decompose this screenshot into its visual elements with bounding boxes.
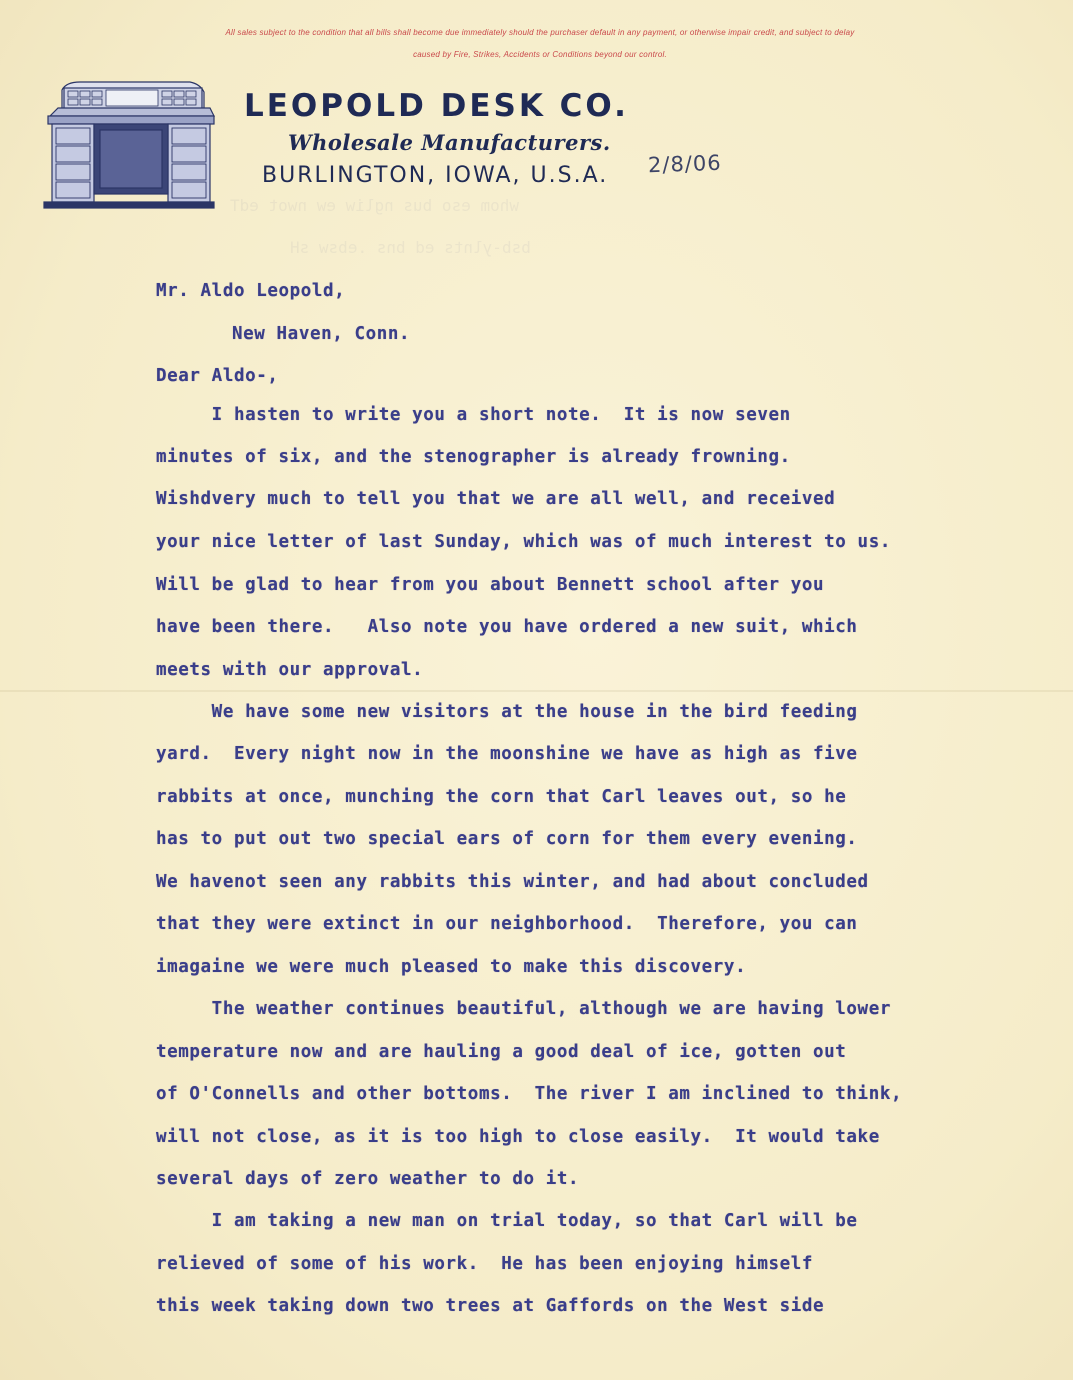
body-line: I hasten to write you a short note. It is now seven	[156, 405, 791, 425]
body-line: meets with our approval.	[156, 660, 424, 680]
letter-date: 2/8/06	[647, 150, 722, 178]
show-through-text: bsb-ylnts ed bns .ebsw sH	[290, 238, 531, 257]
body-line: has to put out two special ears of corn for them every evening.	[156, 829, 858, 849]
body-line: minutes of six, and the stenographer is already frowning.	[156, 447, 791, 467]
body-line: that they were extinct in our neighborhood. Therefore, you can	[156, 914, 858, 934]
body-line: yard. Every night now in the moonshine we have as high as five	[156, 744, 858, 764]
company-address: BURLINGTON, IOWA, U.S.A.	[262, 163, 609, 188]
body-line: will not close, as it is too high to close easily. It would take	[156, 1127, 880, 1147]
salutation: Dear Aldo-,	[156, 366, 279, 386]
disclaimer-line-2: caused by Fire, Strikes, Accidents or Conditions beyond our control.	[413, 50, 667, 59]
body-line: imagaine we were much pleased to make this discovery.	[156, 957, 747, 977]
company-subtitle: Wholesale Manufacturers.	[288, 130, 611, 155]
body-line: have been there. Also note you have ordered a new suit, which	[156, 617, 858, 637]
show-through-text: whom eso bus ngliw ew nwot edT	[230, 196, 519, 215]
recipient-name: Mr. Aldo Leopold,	[156, 281, 346, 301]
paper-fold	[0, 690, 1073, 692]
body-line: your nice letter of last Sunday, which was of much interest to us.	[156, 532, 891, 552]
body-line: We havenot seen any rabbits this winter, and had about concluded	[156, 872, 869, 892]
body-line: Wishdvery much to tell you that we are all well, and received	[156, 489, 836, 509]
body-line: relieved of some of his work. He has been enjoying himself	[156, 1254, 814, 1274]
body-line: temperature now and are hauling a good deal of ice, gotten out	[156, 1042, 847, 1062]
roll-top-desk-icon	[40, 78, 216, 210]
recipient-location: New Haven, Conn.	[232, 324, 411, 344]
body-line: of O'Connells and other bottoms. The river I am inclined to think,	[156, 1084, 903, 1104]
body-line: I am taking a new man on trial today, so that Carl will be	[156, 1211, 858, 1231]
body-line: We have some new visitors at the house in the bird feeding	[156, 702, 858, 722]
body-line: this week taking down two trees at Gaffords on the West side	[156, 1296, 825, 1316]
body-line: The weather continues beautiful, although we are having lower	[156, 999, 891, 1019]
disclaimer-line-1: All sales subject to the condition that all bills shall become due immediately should the purchaser default in any payment, or otherwise impair credit, and subject to delay	[225, 28, 855, 37]
body-line: Will be glad to hear from you about Bennett school after you	[156, 575, 825, 595]
body-line: several days of zero weather to do it.	[156, 1169, 580, 1189]
company-name: LEOPOLD DESK CO.	[244, 88, 629, 124]
body-line: rabbits at once, munching the corn that Carl leaves out, so he	[156, 787, 847, 807]
